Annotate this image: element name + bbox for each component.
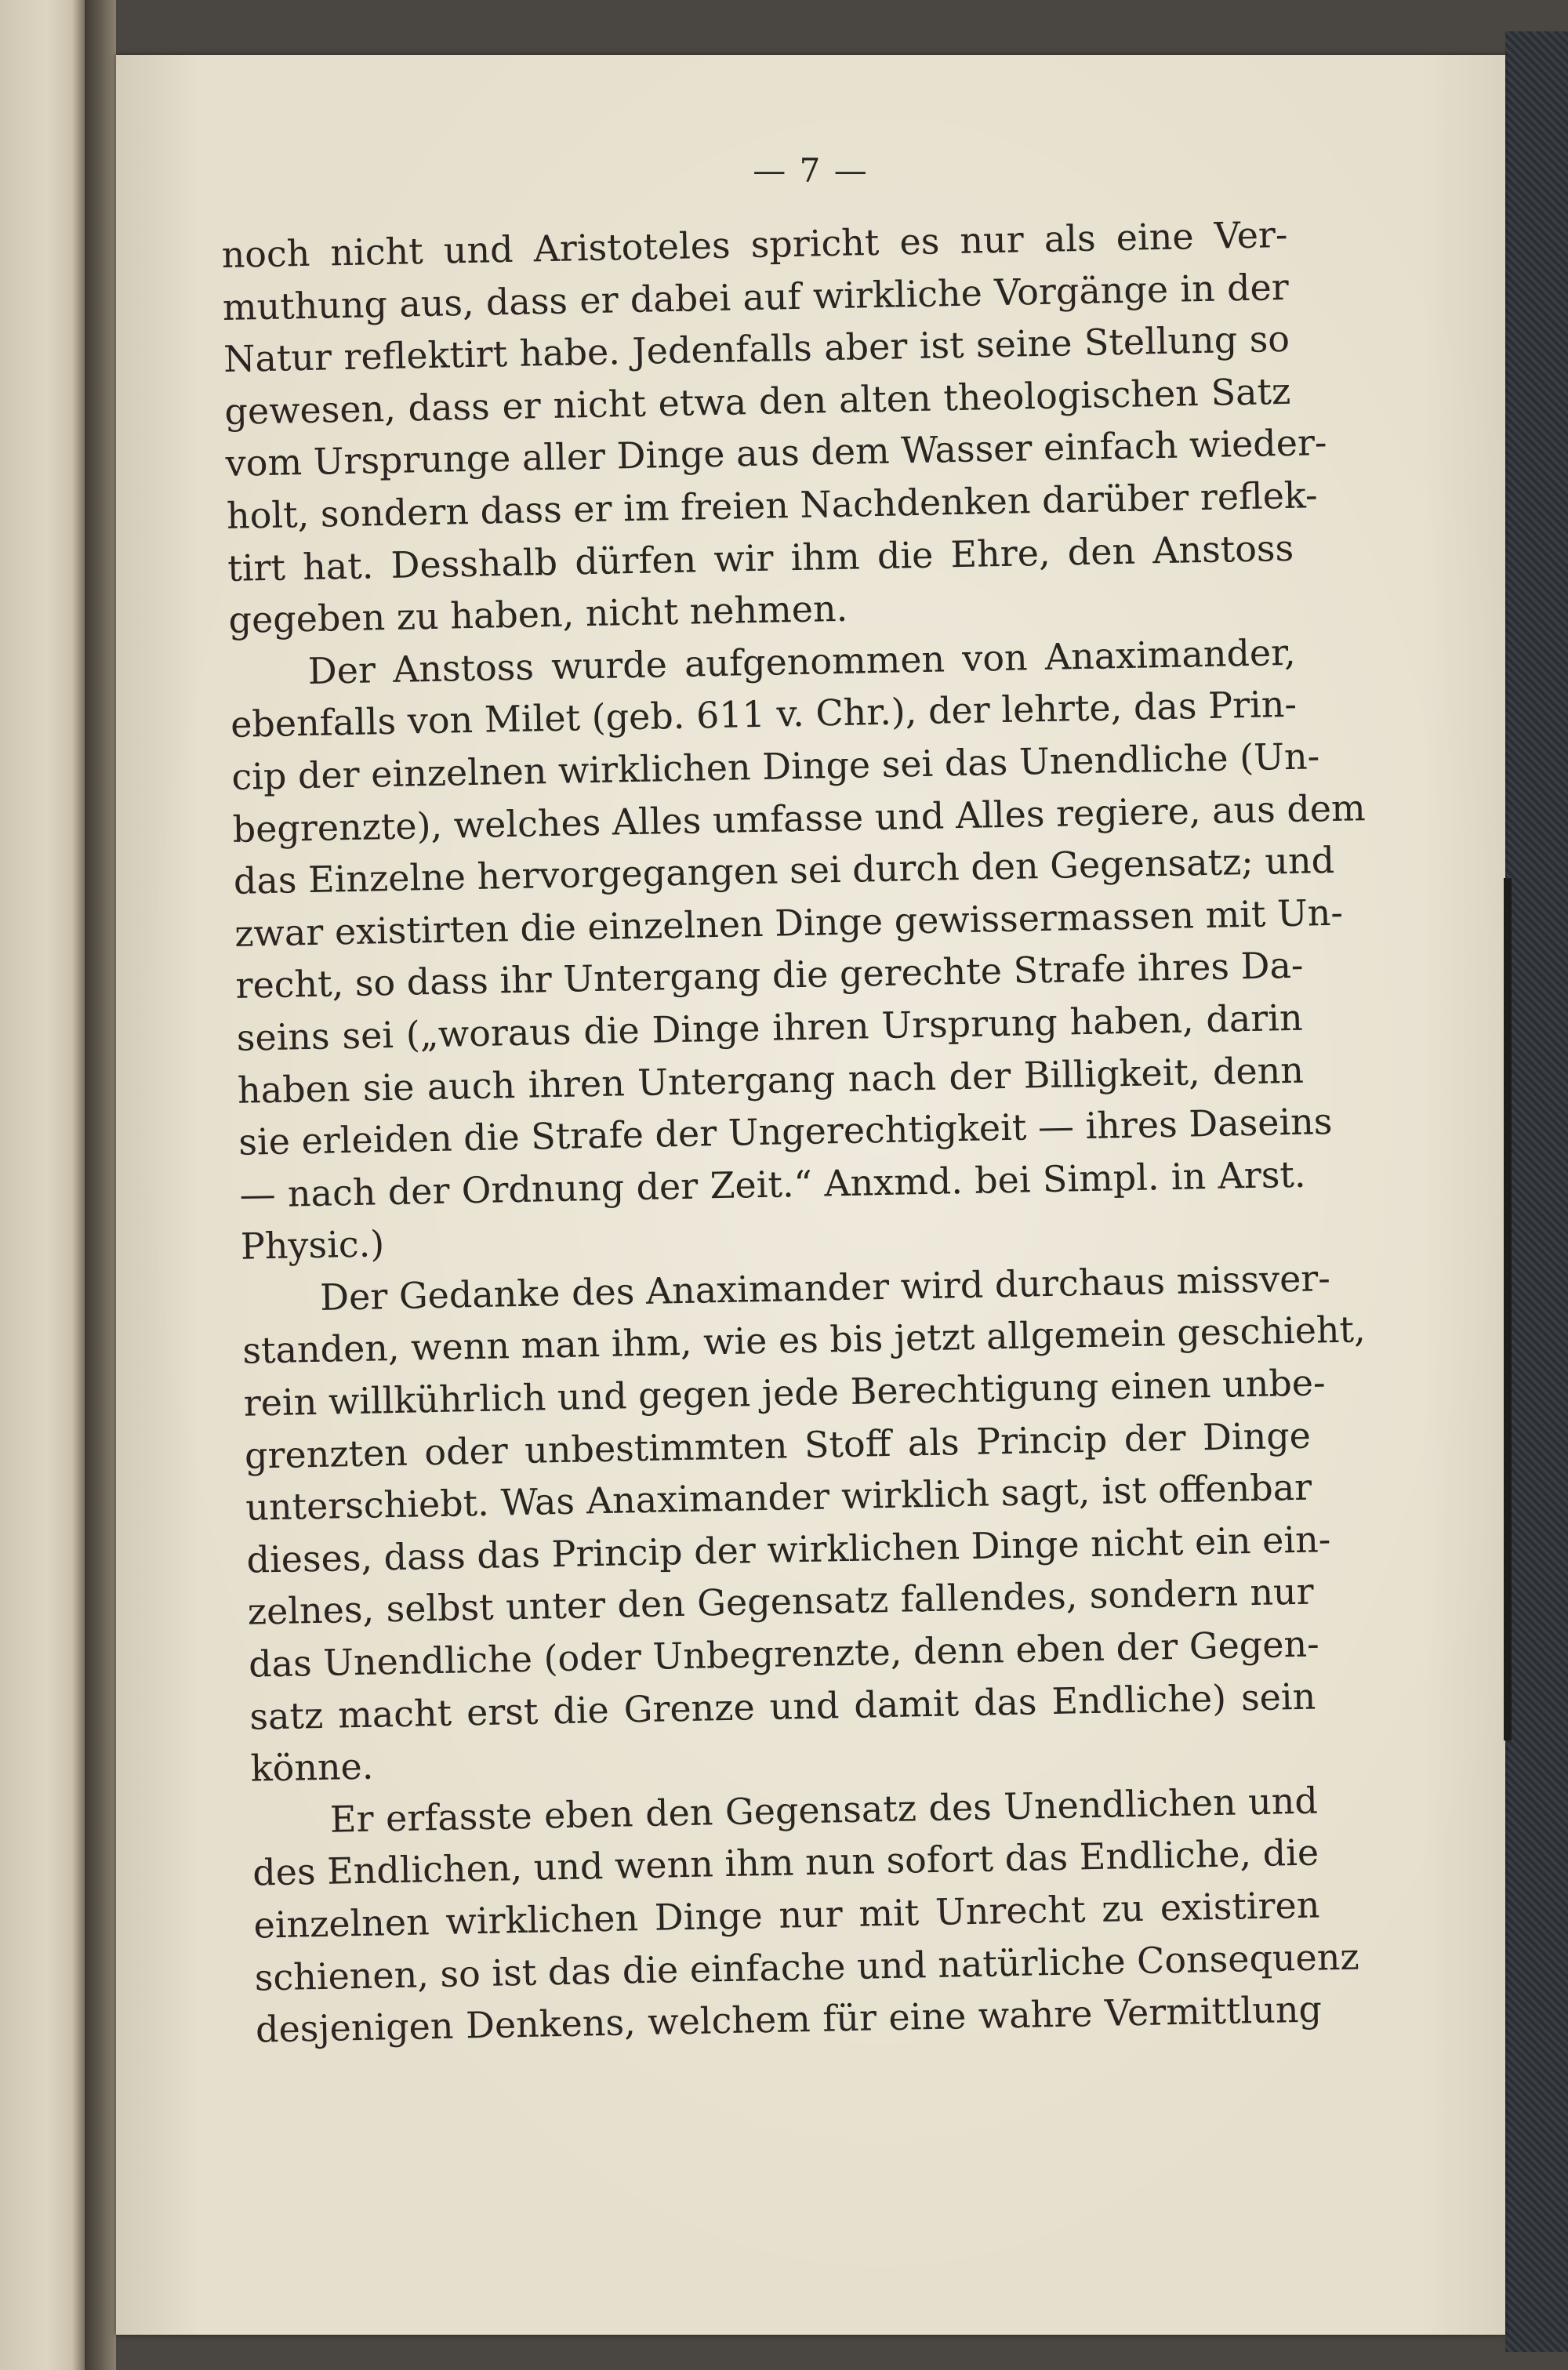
text-line: das Unendliche (oder Unbegrenzte, denn eben der Gegen- <box>248 1622 1320 1686</box>
text-line: grenzten oder unbestimmten Stoff als Princip der Dinge <box>244 1414 1312 1477</box>
text-line: rein willkührlich und gegen jede Berechtigung einen unbe- <box>243 1361 1327 1425</box>
text-line: muthung aus, dass er dabei auf wirkliche Vorgänge in der <box>222 265 1290 328</box>
text-line: Physic.) <box>240 1222 385 1268</box>
text-line: Der Anstoss wurde aufgenommen von Anaximander, <box>307 630 1297 692</box>
book-cover <box>1505 31 1568 2352</box>
text-line: desjenigen Denkens, welchem für eine wahre Vermittlung <box>255 1987 1323 2051</box>
text-line: des Endlichen, und wenn ihm nun sofort das Endliche, die <box>252 1831 1319 1895</box>
text-line: einzelnen wirklichen Dinge nur mit Unrecht zu existiren <box>253 1883 1320 1947</box>
cover-binding-edge <box>1504 878 1512 1740</box>
text-line: tirt hat. Desshalb dürfen wir ihm die Ehre, den Anstoss <box>227 526 1294 590</box>
text-line: Er erfasste eben den Gegensatz des Unendlichen und <box>329 1779 1319 1841</box>
text-line: holt, sondern dass er im freien Nachdenken darüber reflek- <box>226 474 1318 537</box>
text-line: satz macht erst die Grenze und damit das Endliche) sein <box>249 1675 1316 1738</box>
text-line: zwar existirten die einzelnen Dinge gewissermassen mit Un- <box>234 891 1344 955</box>
text-line: schienen, so ist das die einfache und natürliche Consequenz <box>254 1935 1360 1999</box>
text-line: sie erleiden die Strafe der Ungerechtigkeit — ihres Daseins <box>238 1100 1333 1163</box>
text-line: seins sei („woraus die Dinge ihren Ursprung haben, darin <box>236 996 1304 1059</box>
text-line: Natur reflektirt habe. Jedenfalls aber ist seine Stellung so <box>223 318 1290 381</box>
text-line: recht, so dass ihr Untergang die gerechte Strafe ihres Da- <box>235 943 1304 1007</box>
text-line: vom Ursprunge aller Dinge aus dem Wasser einfach wieder- <box>225 421 1327 485</box>
paragraph <box>229 626 1367 1273</box>
text-line: begrenzte), welches Alles umfasse und Alles regiere, aus dem <box>232 786 1367 851</box>
text-line: unterschiebt. Was Anaximander wirklich sagt, ist offenbar <box>245 1465 1312 1529</box>
text-line: — nach der Ordnung der Zeit.“ Anxmd. bei Simpl. in Arst. <box>239 1152 1306 1216</box>
paragraph <box>251 1774 1360 2056</box>
text-line: cip der einzelnen wirklichen Dinge sei das Unendliche (Un- <box>230 735 1320 798</box>
text-line: zelnes, selbst unter den Gegensatz fallendes, sondern nur <box>247 1570 1315 1634</box>
text-line: dieses, dass das Princip der wirklichen Dinge nicht ein ein- <box>246 1517 1331 1581</box>
page-number: — 7 — <box>753 151 869 190</box>
text-line: könne. <box>250 1744 374 1790</box>
text-line: standen, wenn man ihm, wie es bis jetzt allgemein geschieht, <box>241 1308 1367 1373</box>
text-line: gewesen, dass er nicht etwa den alten theologischen Satz <box>223 369 1291 433</box>
text-line: noch nicht und Aristoteles spricht es nur als eine Ver- <box>221 212 1288 276</box>
previous-page-edge <box>0 0 85 2370</box>
paragraph <box>221 209 1327 647</box>
paragraph <box>241 1253 1367 1795</box>
body-text <box>221 209 1367 2056</box>
text-line: haben sie auch ihren Untergang nach der Billigkeit, denn <box>237 1048 1305 1112</box>
text-line: das Einzelne hervorgegangen sei durch den Gegensatz; und <box>233 839 1335 902</box>
book-gutter <box>85 0 116 2370</box>
text-line: gegeben zu haben, nicht nehmen. <box>228 586 848 642</box>
text-line: Der Gedanke des Anaximander wird durchaus missver- <box>319 1256 1331 1319</box>
text-line: ebenfalls von Milet (geb. 611 v. Chr.), der lehrte, das Prin- <box>230 683 1298 746</box>
